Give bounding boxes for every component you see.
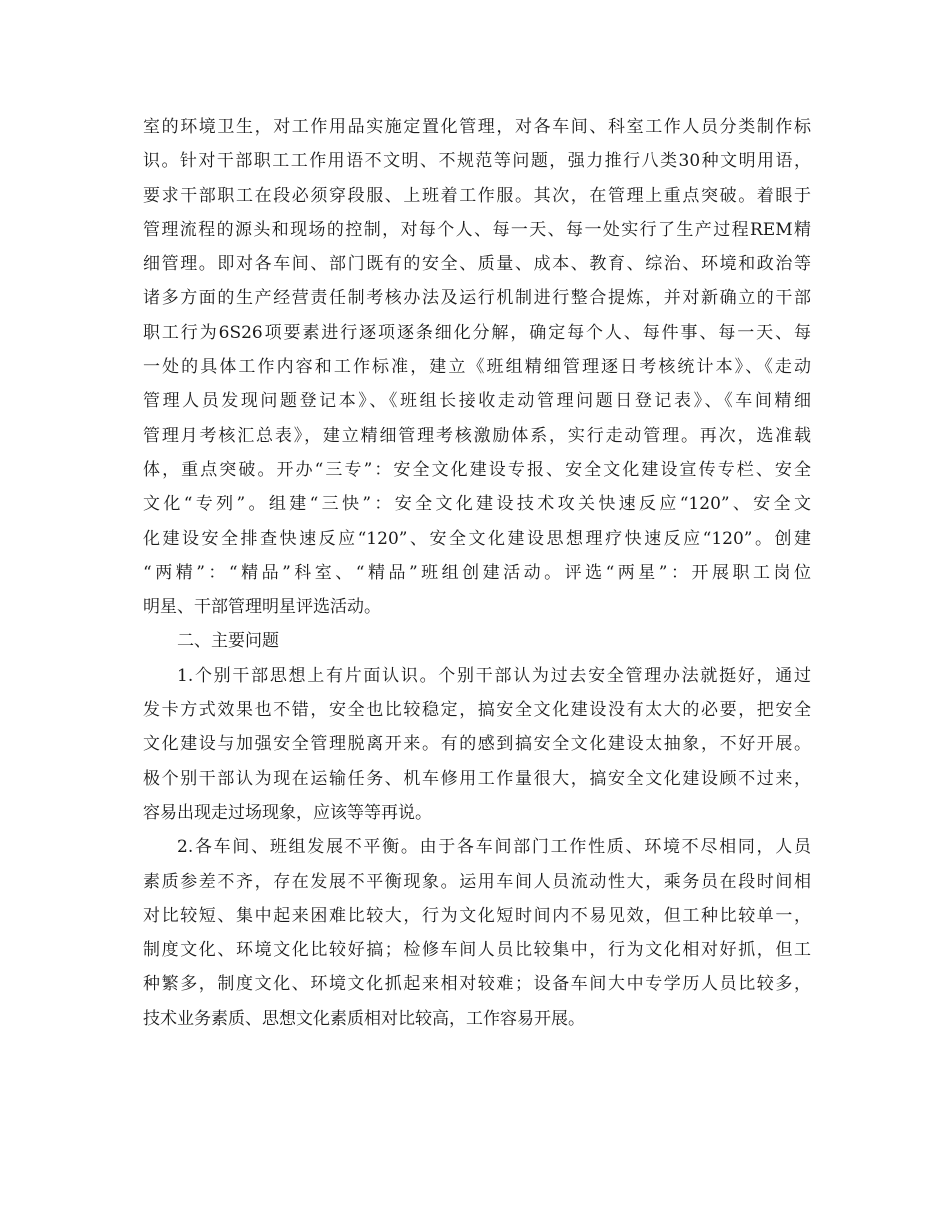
text-line: 2.各车间、班组发展不平衡。由于各车间部门工作性质、环境不尽相同，人员 [177, 837, 811, 858]
text-line: 识。针对干部职工工作用语不文明、不规范等问题，强力推行八类30种文明用语， [143, 151, 811, 172]
text-line: 管理流程的源头和现场的控制，对每个人、每一天、每一处实行了生产过程REM精 [143, 219, 811, 240]
text-line: 诸多方面的生产经营责任制考核办法及运行机制进行整合提炼，并对新确立的干部 [143, 288, 811, 309]
text-line: 素质参差不齐，存在发展不平衡现象。运用车间人员流动性大，乘务员在段时间相 [143, 871, 811, 892]
text-line: 文化建设与加强安全管理脱离开来。有的感到搞安全文化建设太抽象，不好开展。 [143, 734, 811, 755]
text-line: 一处的具体工作内容和工作标准，建立《班组精细管理逐日考核统计本》、《走动 [143, 357, 811, 378]
text-line: 室的环境卫生，对工作用品实施定置化管理，对各车间、科室工作人员分类制作标 [143, 117, 811, 137]
text-line: “两精”：“精品”科室、“精品”班组创建活动。评选“两星”：开展职工岗位 [143, 562, 811, 583]
text-line: 化建设安全排查快速反应“120”、安全文化建设思想理疗快速反应“120”。创建 [143, 528, 811, 549]
text-line: 体，重点突破。开办“三专”：安全文化建设专报、安全文化建设宣传专栏、安全 [143, 459, 811, 480]
text-line: 对比较短、集中起来困难比较大，行为文化短时间内不易见效，但工种比较单一， [143, 905, 811, 926]
document-body [143, 110, 811, 1036]
text-line: 文化“专列”。组建“三快”：安全文化建设技术攻关快速反应“120”、安全文 [143, 494, 811, 515]
text-line: 管理月考核汇总表》，建立精细管理考核激励体系，实行走动管理。再次，选准载 [143, 425, 811, 446]
text-line: 明星、干部管理明星评选活动。 [143, 597, 381, 618]
text-line: 细管理。即对各车间、部门既有的安全、质量、成本、教育、综治、环境和政治等 [143, 254, 811, 275]
text-line: 容易出现走过场现象，应该等等再说。 [143, 802, 432, 823]
text-line: 极个别干部认为现在运输任务、机车修用工作量很大，搞安全文化建设顾不过来， [143, 768, 811, 789]
text-line: 管理人员发现问题登记本》、《班组长接收走动管理问题日登记表》、《车间精细 [143, 391, 811, 412]
text-line: 技术业务素质、思想文化素质相对比较高，工作容易开展。 [143, 1008, 585, 1029]
section-heading-main-problems: 二、主要问题 [177, 631, 279, 652]
text-line: 发卡方式效果也不错，安全也比较稳定，搞安全文化建设没有太大的必要，把安全 [143, 700, 811, 721]
paragraph-safety-culture-measures [143, 110, 811, 624]
text-line: 要求干部职工在段必须穿段服、上班着工作服。其次，在管理上重点突破。着眼于 [143, 185, 811, 206]
text-line: 1.个别干部思想上有片面认识。个别干部认为过去安全管理办法就挺好，通过 [177, 665, 811, 686]
text-line: 种繁多，制度文化、环境文化抓起来相对较难；设备车间大中专学历人员比较多， [143, 974, 811, 995]
text-line: 职工行为6S26项要素进行逐项逐条细化分解，确定每个人、每件事、每一天、每 [143, 322, 811, 343]
text-line: 制度文化、环境文化比较好搞；检修车间人员比较集中，行为文化相对好抓，但工 [143, 940, 811, 961]
paragraph-problem-1 [143, 659, 811, 830]
paragraph-problem-2 [143, 830, 811, 1036]
